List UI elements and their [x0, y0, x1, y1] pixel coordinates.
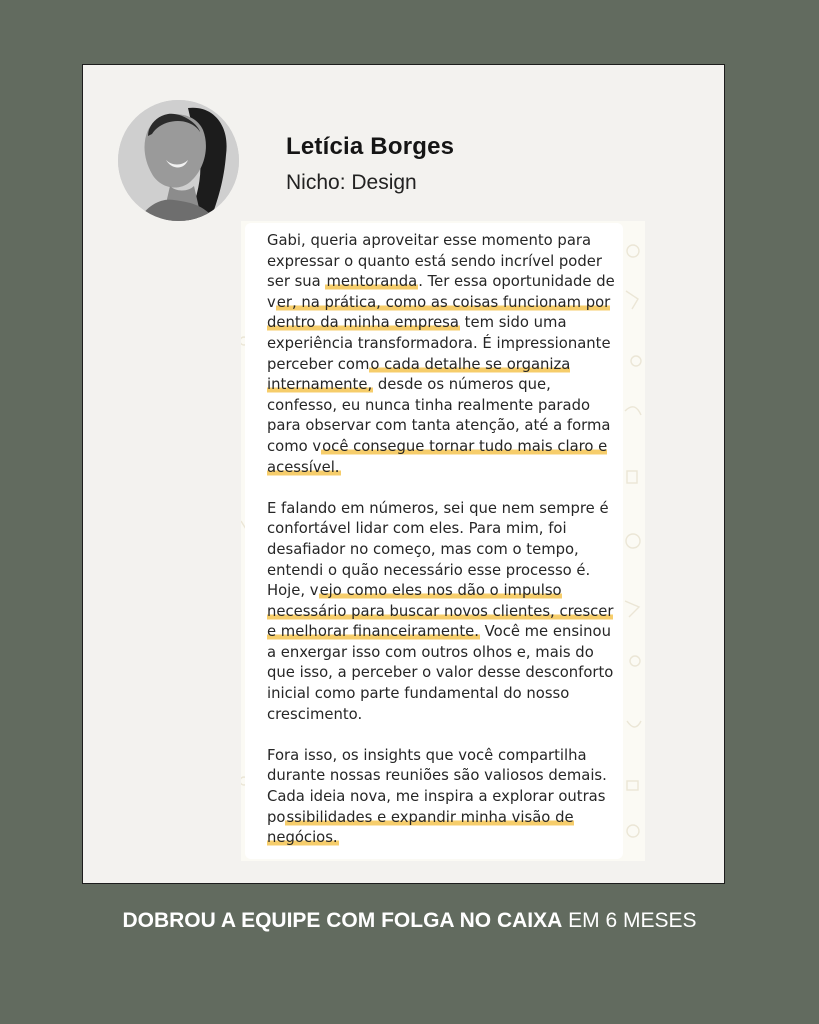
avatar: [118, 100, 239, 221]
highlight: o cada detalhe se organiza internamente,: [267, 355, 571, 394]
testimonial-card: [82, 64, 725, 884]
highlight: er, na prática, como as coisas funcionam por dentro da minha empresa: [267, 293, 611, 332]
chat-screenshot: [241, 221, 645, 861]
result-caption-bold: DOBROU A EQUIPE COM FOLGA NO CAIXA: [122, 909, 563, 932]
result-caption: [0, 906, 819, 936]
profile-photo: [118, 100, 239, 221]
profile-name: Letícia Borges: [286, 133, 455, 160]
message-bubble: [245, 223, 623, 859]
profile-niche: Nicho: Design: [286, 171, 417, 194]
highlight: mentoranda: [326, 273, 418, 291]
result-caption-regular: EM 6 MESES: [562, 909, 697, 932]
message-paragraph-3: Fora isso, os insights que você compartilha durante nossas reuniões são valiosos demais. Cada ideia nova, me inspira a explorar outras possibilidades e expandir minha visão de negócios.: [267, 746, 607, 847]
highlight: ejo como eles nos dão o impulso necessário para buscar novos clientes, crescer e melhorar financeiramente.: [267, 582, 614, 641]
highlight: ssibilidades e expandir minha visão de negócios.: [267, 808, 574, 847]
message-paragraph-1: Gabi, queria aproveitar esse momento para expressar o quanto está sendo incrível poder ser sua mentoranda. Ter essa oportunidade de ver, na prática, como as coisas funcionam por dentro da minha empresa tem sido uma experiência transformadora. É impressionante perceber como cada detalhe se organiza internamente, desde os números que, confesso, eu nunca tinha realmente parado para observar com tanta atenção, até a forma como você consegue tornar tudo mais claro e acessível.: [267, 232, 615, 476]
highlight: ocê consegue tornar tudo mais claro e acessível.: [267, 437, 608, 476]
message-text: [267, 231, 619, 861]
message-paragraph-2: E falando em números, sei que nem sempre é confortável lidar com eles. Para mim, foi desafiador no começo, mas com o tempo, entendi o quão necessário esse processo é. Hoje, vejo como eles nos dão o impulso necessário para buscar novos clientes, crescer e melhorar financeiramente. Você me ensinou a enxergar isso com outros olhos e, mais do que isso, a perceber o valor desse desconforto inicial como parte fundamental do nosso crescimento.: [267, 499, 614, 723]
